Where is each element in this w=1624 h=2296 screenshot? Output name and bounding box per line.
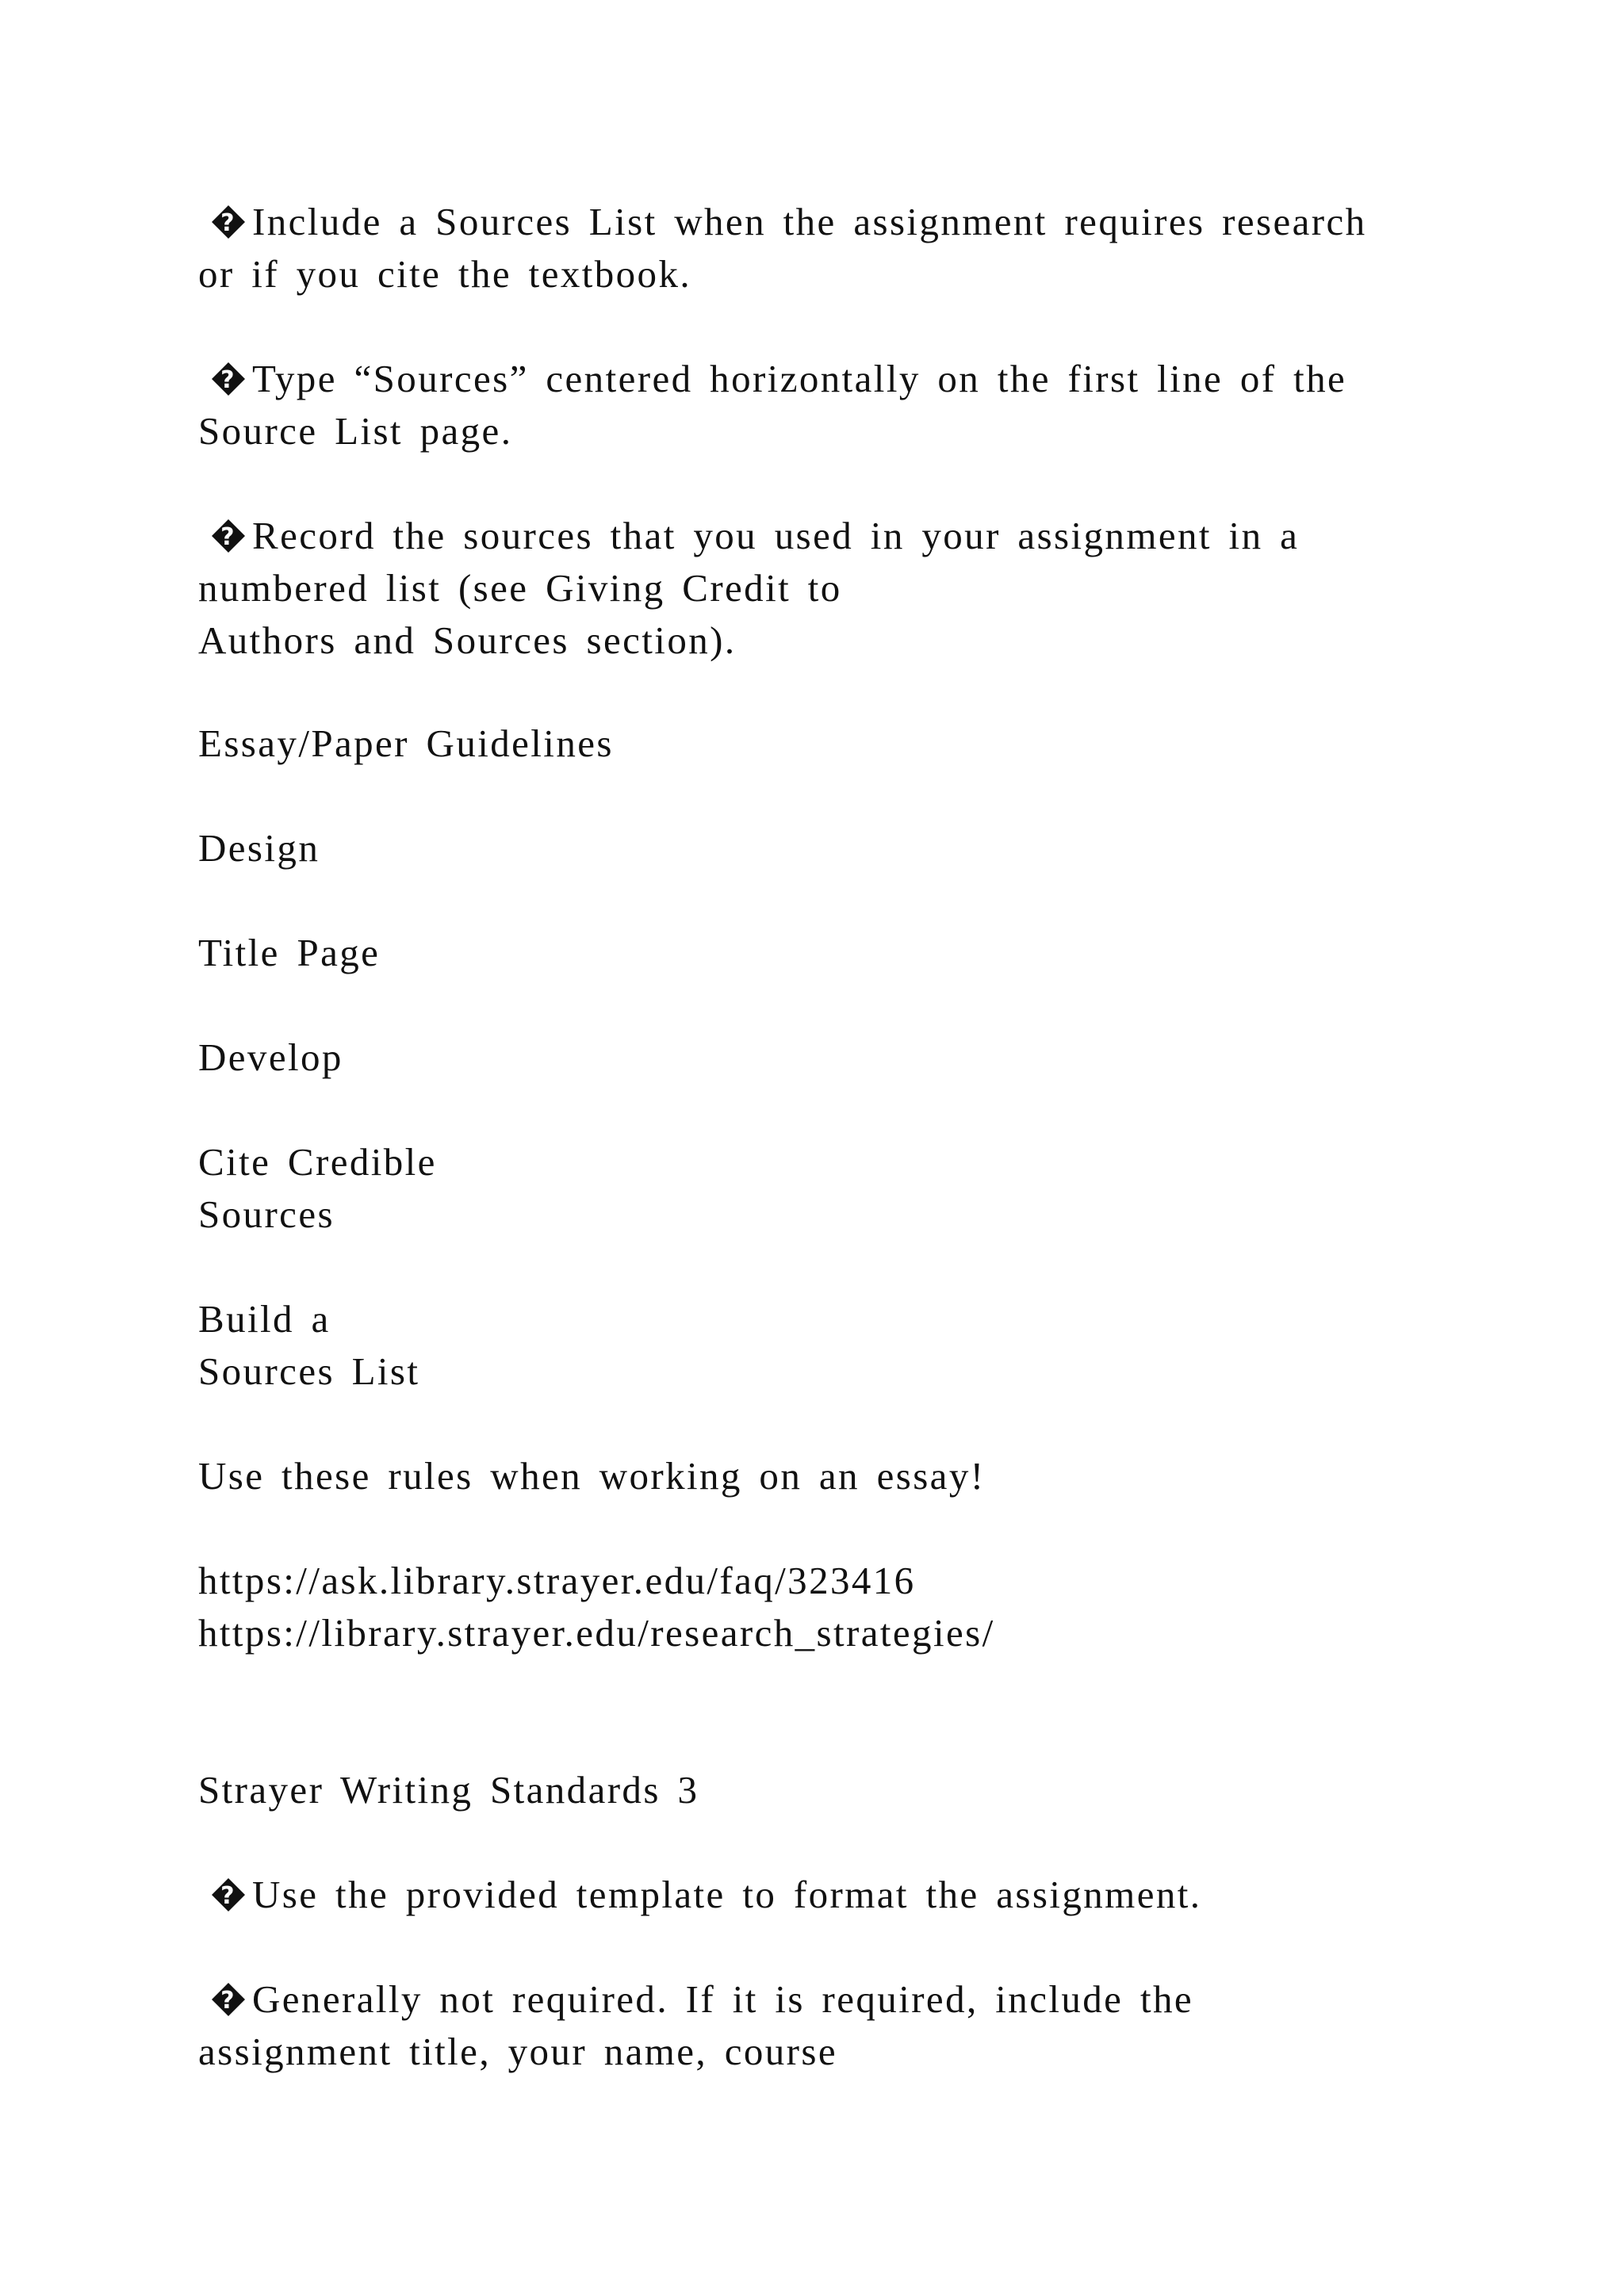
text-line: Build a — [198, 1297, 331, 1341]
replacement-char-icon — [211, 362, 246, 396]
text-line: ? Use the provided template to format the assignment. — [198, 1869, 1467, 1921]
paragraph-use-template — [198, 1869, 1467, 1921]
paragraph-use-rules — [198, 1450, 1467, 1502]
text-line: Source List page. — [198, 409, 513, 453]
text-line: Use these rules when working on an essay! — [198, 1454, 986, 1498]
text-line: ? Include a Sources List when the assignment requires research — [198, 196, 1467, 248]
reference-urls — [198, 1555, 1467, 1659]
text-line: Authors and Sources section). — [198, 618, 737, 662]
text-line: numbered list (see Giving Credit to — [198, 566, 842, 610]
label-build-sources-list — [198, 1293, 1467, 1398]
text-line: assignment title, your name, course — [198, 2030, 837, 2073]
text-line: or if you cite the textbook. — [198, 252, 692, 296]
svg-text:?: ? — [220, 209, 236, 237]
text-line: Sources List — [198, 1349, 420, 1393]
text-line: Essay/Paper Guidelines — [198, 721, 614, 765]
replacement-char-icon — [211, 205, 246, 239]
text-line: ? Record the sources that you used in your assignment in a — [198, 510, 1467, 562]
text-line: Design — [198, 826, 320, 870]
paragraph-sources-heading-instruction — [198, 353, 1467, 457]
text-line: Strayer Writing Standards 3 — [198, 1768, 699, 1812]
url-line: https://library.strayer.edu/research_strategies/ — [198, 1611, 995, 1655]
label-cite-credible-sources — [198, 1136, 1467, 1241]
text-line: Cite Credible — [198, 1140, 437, 1184]
text-line: ? Generally not required. If it is required, include the — [198, 1973, 1467, 2026]
svg-text:?: ? — [220, 366, 236, 394]
paragraph-record-sources — [198, 510, 1467, 667]
text-line: Develop — [198, 1035, 343, 1079]
url-line: https://ask.library.strayer.edu/faq/323416 — [198, 1559, 916, 1602]
text-line: Sources — [198, 1192, 335, 1236]
paragraph-sources-list-requirement — [198, 196, 1467, 300]
text-line: ? Type “Sources” centered horizontally on the first line of the — [198, 353, 1467, 405]
label-develop — [198, 1031, 1467, 1084]
paragraph-title-page-requirement — [198, 1973, 1467, 2078]
label-design — [198, 822, 1467, 874]
label-title-page — [198, 927, 1467, 979]
svg-text:?: ? — [220, 1987, 236, 2015]
text-line: Title Page — [198, 931, 381, 974]
svg-text:?: ? — [220, 1882, 236, 1910]
replacement-char-icon — [211, 519, 246, 553]
replacement-char-icon — [211, 1982, 246, 2017]
svg-text:?: ? — [220, 523, 236, 551]
heading-strayer-writing-standards — [198, 1764, 1467, 1816]
heading-essay-paper-guidelines — [198, 718, 1467, 770]
replacement-char-icon — [211, 1877, 246, 1912]
